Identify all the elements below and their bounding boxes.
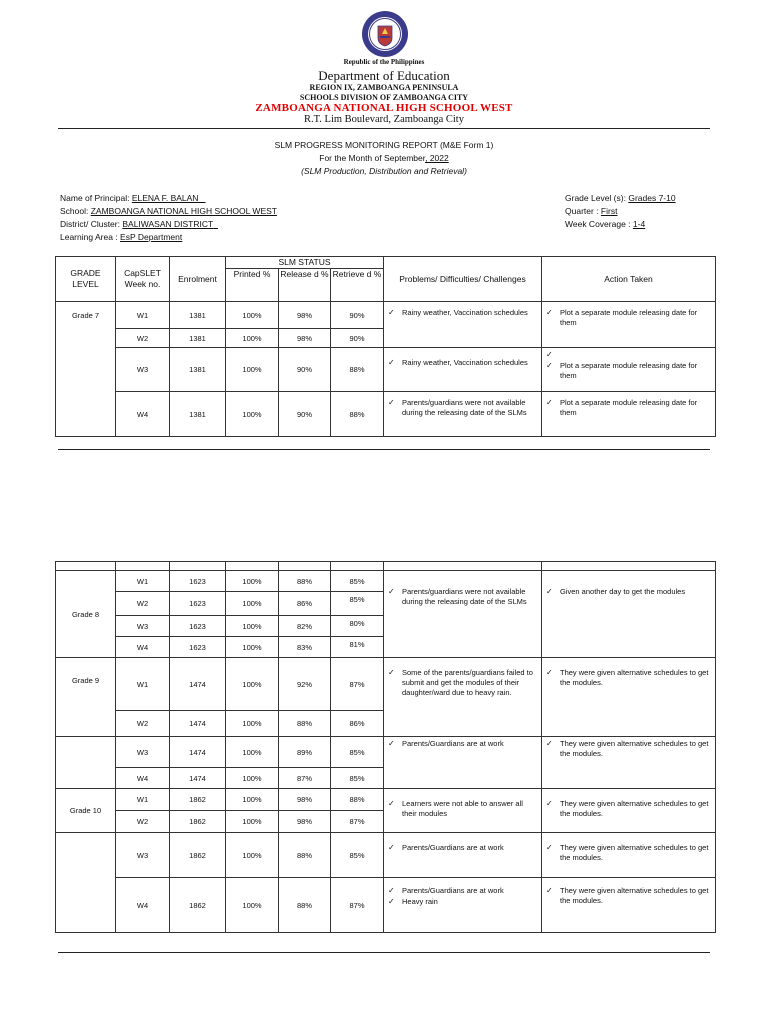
region-label: REGION IX, ZAMBOANGA PENINSULA [309, 83, 459, 92]
retrieved-cell: 85% [331, 592, 384, 616]
table-row [56, 571, 716, 592]
week-cell: W1 [116, 571, 170, 592]
released-cell: 82% [279, 616, 331, 637]
released-cell: 98% [279, 811, 331, 833]
printed-cell: 100% [226, 768, 279, 789]
printed-cell: 100% [226, 329, 279, 348]
action-cell: ✓ Plot a separate module releasing date for them [542, 302, 716, 348]
printed-cell: 100% [226, 833, 279, 878]
col-grade-level: GRADE LEVEL [56, 257, 116, 302]
released-cell: 98% [279, 329, 331, 348]
action-cell: ✓ They were given alternative schedules to get the modules. [542, 658, 716, 737]
enrolment-cell: 1474 [170, 658, 226, 711]
table-row [56, 302, 716, 329]
released-cell: 83% [279, 637, 331, 658]
page-break-line [58, 449, 710, 450]
problem-cell: ✓ Rainy weather, Vaccination schedules [384, 302, 542, 348]
enrolment-cell: 1381 [170, 348, 226, 392]
retrieved-cell: 85% [331, 833, 384, 878]
enrolment-cell: 1474 [170, 737, 226, 768]
action-cell: ✓ ✓ Plot a separate module releasing date for them [542, 348, 716, 392]
grade-level-field: Grade Level (s): Grades 7-10 [565, 193, 676, 203]
report-month: For the Month of September, 2022 [319, 153, 449, 163]
department-label: Department of Education [318, 68, 450, 83]
week-cell: W1 [116, 789, 170, 811]
problem-cell: ✓ Parents/Guardians are at work [384, 737, 542, 789]
action-cell: ✓ Plot a separate module releasing date for them [542, 392, 716, 437]
released-cell: 90% [279, 348, 331, 392]
table-row [56, 833, 716, 878]
col-retrieved: Retrieve d % [331, 269, 384, 302]
school-address: R.T. Lim Boulevard, Zamboanga City [304, 114, 464, 125]
printed-cell: 100% [226, 616, 279, 637]
deped-seal-icon [361, 10, 409, 58]
action-cell: ✓ They were given alternative schedules to get the modules. [542, 878, 716, 933]
retrieved-cell: 87% [331, 811, 384, 833]
retrieved-cell: 88% [331, 392, 384, 437]
table-row [56, 348, 716, 392]
retrieved-cell: 90% [331, 302, 384, 329]
col-slm-status: SLM STATUS [226, 257, 384, 269]
problem-cell: ✓ Parents/guardians were not available during the releasing date of the SLMs [384, 571, 542, 658]
released-cell: 88% [279, 878, 331, 933]
released-cell: 92% [279, 658, 331, 711]
released-cell: 90% [279, 392, 331, 437]
report-table-2 [55, 561, 716, 933]
enrolment-cell: 1862 [170, 789, 226, 811]
grade-label: Grade 10 [56, 789, 116, 833]
printed-cell: 100% [226, 811, 279, 833]
released-cell: 88% [279, 833, 331, 878]
printed-cell: 100% [226, 571, 279, 592]
released-cell: 98% [279, 302, 331, 329]
col-released: Release d % [279, 269, 331, 302]
problem-cell: ✓ Some of the parents/guardians failed to submit and get the modules of their daughter/ward due to heavy rain. [384, 658, 542, 737]
problem-cell: ✓ Rainy weather, Vaccination schedules [384, 348, 542, 392]
action-cell: ✓ They were given alternative schedules to get the modules. [542, 789, 716, 833]
week-cell: W4 [116, 637, 170, 658]
printed-cell: 100% [226, 878, 279, 933]
header-divider [58, 128, 710, 129]
week-cell: W4 [116, 878, 170, 933]
enrolment-cell: 1623 [170, 616, 226, 637]
retrieved-cell: 87% [331, 658, 384, 711]
week-cell: W3 [116, 833, 170, 878]
printed-cell: 100% [226, 392, 279, 437]
week-cell: W2 [116, 592, 170, 616]
printed-cell: 100% [226, 637, 279, 658]
table-row [56, 392, 716, 437]
school-field: School: ZAMBOANGA NATIONAL HIGH SCHOOL WEST [60, 206, 277, 216]
table-row [56, 878, 716, 933]
week-cell: W3 [116, 348, 170, 392]
report-table-1 [55, 256, 716, 437]
released-cell: 87% [279, 768, 331, 789]
week-cell: W1 [116, 658, 170, 711]
released-cell: 88% [279, 711, 331, 737]
released-cell: 86% [279, 592, 331, 616]
released-cell: 88% [279, 571, 331, 592]
enrolment-cell: 1474 [170, 711, 226, 737]
week-cell: W3 [116, 737, 170, 768]
enrolment-cell: 1623 [170, 571, 226, 592]
table-row [56, 562, 716, 571]
col-printed: Printed % [226, 269, 279, 302]
problem-cell: ✓ Parents/Guardians are at work ✓ Heavy rain [384, 878, 542, 933]
page-break-line [58, 952, 710, 953]
action-cell: ✓ They were given alternative schedules to get the modules. [542, 737, 716, 789]
week-cell: W2 [116, 811, 170, 833]
learning-area-field: Learning Area : EsP Department [60, 232, 183, 242]
table-row [56, 658, 716, 711]
retrieved-cell: 90% [331, 329, 384, 348]
week-cell: W4 [116, 392, 170, 437]
retrieved-cell: 81% [331, 637, 384, 658]
principal-field: Name of Principal: ELENA F. BALAN [60, 193, 199, 203]
report-subtitle: (SLM Production, Distribution and Retrieval) [301, 166, 467, 176]
printed-cell: 100% [226, 789, 279, 811]
printed-cell: 100% [226, 348, 279, 392]
col-problems: Problems/ Difficulties/ Challenges [384, 257, 542, 302]
problem-cell: ✓ Parents/Guardians are at work [384, 833, 542, 878]
retrieved-cell: 80% [331, 616, 384, 637]
week-cell: W1 [116, 302, 170, 329]
action-cell: ✓ They were given alternative schedules to get the modules. [542, 833, 716, 878]
col-enrolment: Enrolment [170, 257, 226, 302]
retrieved-cell: 86% [331, 711, 384, 737]
table-row [56, 737, 716, 768]
released-cell: 98% [279, 789, 331, 811]
action-cell: ✓ Given another day to get the modules [542, 571, 716, 658]
republic-label: Republic of the Philippines [343, 58, 425, 66]
printed-cell: 100% [226, 592, 279, 616]
col-week-no: CapSLET Week no. [116, 257, 170, 302]
enrolment-cell: 1474 [170, 768, 226, 789]
week-cell: W2 [116, 711, 170, 737]
enrolment-cell: 1862 [170, 833, 226, 878]
released-cell: 89% [279, 737, 331, 768]
enrolment-cell: 1381 [170, 302, 226, 329]
enrolment-cell: 1623 [170, 592, 226, 616]
retrieved-cell: 85% [331, 571, 384, 592]
enrolment-cell: 1381 [170, 329, 226, 348]
retrieved-cell: 88% [331, 789, 384, 811]
week-coverage-field: Week Coverage : 1-4 [565, 219, 646, 229]
enrolment-cell: 1862 [170, 811, 226, 833]
printed-cell: 100% [226, 302, 279, 329]
quarter-field: Quarter : First [565, 206, 618, 216]
district-field: District/ Cluster: BALIWASAN DISTRICT [60, 219, 214, 229]
grade-label: Grade 9 [56, 658, 116, 737]
grade-label: Grade 8 [56, 571, 116, 658]
retrieved-cell: 87% [331, 878, 384, 933]
retrieved-cell: 88% [331, 348, 384, 392]
printed-cell: 100% [226, 737, 279, 768]
printed-cell: 100% [226, 711, 279, 737]
enrolment-cell: 1862 [170, 878, 226, 933]
retrieved-cell: 85% [331, 768, 384, 789]
week-cell: W3 [116, 616, 170, 637]
col-action-taken: Action Taken [542, 257, 716, 302]
retrieved-cell: 85% [331, 737, 384, 768]
enrolment-cell: 1623 [170, 637, 226, 658]
problem-cell: ✓ Learners were not able to answer all their modules [384, 789, 542, 833]
printed-cell: 100% [226, 658, 279, 711]
problem-cell: ✓ Parents/guardians were not available during the releasing date of the SLMs [384, 392, 542, 437]
grade-label: Grade 7 [56, 302, 116, 437]
school-name: ZAMBOANGA NATIONAL HIGH SCHOOL WEST [255, 102, 513, 114]
report-title: SLM PROGRESS MONITORING REPORT (M&E Form 1) [274, 140, 494, 150]
table-row [56, 789, 716, 811]
enrolment-cell: 1381 [170, 392, 226, 437]
week-cell: W4 [116, 768, 170, 789]
week-cell: W2 [116, 329, 170, 348]
division-label: SCHOOLS DIVISION OF ZAMBOANGA CITY [299, 93, 469, 102]
